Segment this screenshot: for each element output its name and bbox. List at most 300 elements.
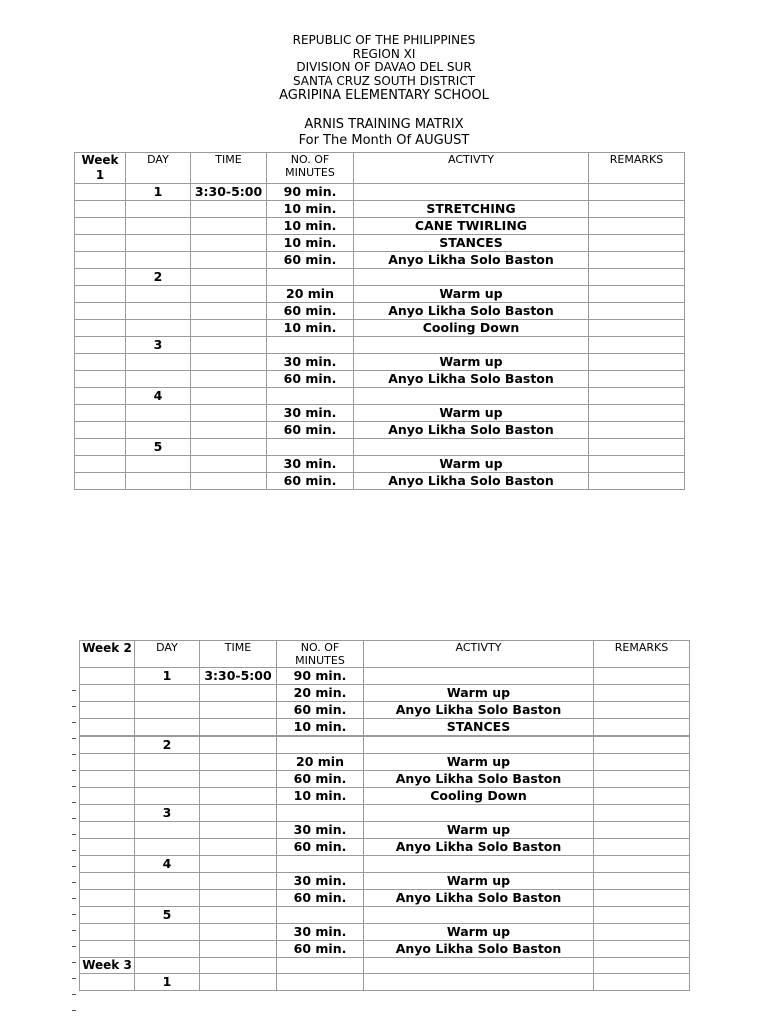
week-cell <box>80 907 135 924</box>
time-cell <box>191 218 267 235</box>
minutes-cell <box>267 388 354 405</box>
week-cell <box>75 371 126 388</box>
minutes-cell: 10 min. <box>267 320 354 337</box>
minutes-cell: 60 min. <box>277 771 364 788</box>
table-row <box>75 439 685 456</box>
remarks-cell <box>594 856 690 873</box>
week-cell <box>75 201 126 218</box>
week-cell <box>80 839 135 856</box>
day-cell <box>126 235 191 252</box>
remarks-cell <box>589 405 685 422</box>
day-cell <box>135 839 200 856</box>
remarks-cell <box>594 924 690 941</box>
header-district: SANTA CRUZ SOUTH DISTRICT <box>292 73 476 88</box>
week-cell <box>80 822 135 839</box>
day-cell <box>135 754 200 771</box>
minutes-cell: 30 min. <box>267 456 354 473</box>
table-row <box>75 303 685 320</box>
activity-cell: Warm up <box>354 354 589 371</box>
minutes-cell: 10 min. <box>277 788 364 805</box>
week-label: Week 1 <box>75 153 126 184</box>
margin-tick <box>72 1010 76 1011</box>
week-cell <box>80 805 135 822</box>
time-cell <box>191 371 267 388</box>
week-cell <box>75 388 126 405</box>
week-cell <box>75 422 126 439</box>
time-cell <box>200 890 277 907</box>
table-header-row <box>80 641 690 668</box>
activity-cell: Warm up <box>364 754 594 771</box>
table-row <box>75 184 685 201</box>
table-row <box>80 702 690 719</box>
day-cell <box>135 941 200 958</box>
remarks-cell <box>594 941 690 958</box>
table-row <box>75 320 685 337</box>
time-cell <box>191 422 267 439</box>
day-cell <box>135 958 200 974</box>
remarks-cell <box>589 337 685 354</box>
time-cell <box>200 924 277 941</box>
remarks-cell <box>594 719 690 736</box>
day-cell: 4 <box>126 388 191 405</box>
day-cell <box>135 822 200 839</box>
margin-tick <box>72 706 76 707</box>
time-cell <box>191 337 267 354</box>
training-matrix-week-1 <box>74 152 685 490</box>
minutes-cell: 10 min. <box>267 235 354 252</box>
activity-cell: Cooling Down <box>364 788 594 805</box>
minutes-cell <box>267 337 354 354</box>
day-cell <box>126 320 191 337</box>
margin-tick-marks <box>72 690 76 1030</box>
activity-cell: Anyo Likha Solo Baston <box>354 422 589 439</box>
time-cell <box>191 456 267 473</box>
table-row <box>75 218 685 235</box>
minutes-cell: 10 min. <box>267 218 354 235</box>
week-cell <box>75 184 126 201</box>
week-cell <box>80 974 135 991</box>
day-cell <box>135 771 200 788</box>
week-cell <box>75 456 126 473</box>
remarks-cell <box>589 252 685 269</box>
activity-cell: Anyo Likha Solo Baston <box>354 371 589 388</box>
margin-tick <box>72 898 76 899</box>
week-cell <box>75 439 126 456</box>
time-cell <box>191 388 267 405</box>
week-cell <box>75 320 126 337</box>
day-cell <box>135 702 200 719</box>
activity-cell <box>354 337 589 354</box>
table-row <box>80 805 690 822</box>
activity-cell: Anyo Likha Solo Baston <box>354 303 589 320</box>
activity-cell: Anyo Likha Solo Baston <box>354 473 589 490</box>
activity-cell: Anyo Likha Solo Baston <box>364 771 594 788</box>
table-row <box>80 974 690 991</box>
remarks-cell <box>594 771 690 788</box>
week-cell <box>80 685 135 702</box>
minutes-cell <box>277 958 364 974</box>
time-cell <box>200 702 277 719</box>
day-cell: 1 <box>135 668 200 685</box>
table-row <box>80 737 690 754</box>
minutes-cell: 30 min. <box>277 924 364 941</box>
day-cell <box>126 354 191 371</box>
margin-tick <box>72 770 76 771</box>
day-cell <box>135 924 200 941</box>
remarks-cell <box>589 473 685 490</box>
activity-cell: Anyo Likha Solo Baston <box>364 839 594 856</box>
table-row <box>75 235 685 252</box>
table-row <box>80 719 690 736</box>
week-cell <box>75 252 126 269</box>
day-cell: 5 <box>135 907 200 924</box>
minutes-cell <box>277 856 364 873</box>
minutes-cell: 30 min. <box>267 405 354 422</box>
day-cell <box>126 218 191 235</box>
time-cell <box>191 320 267 337</box>
table-row <box>75 371 685 388</box>
day-cell: 2 <box>135 737 200 754</box>
time-cell <box>200 822 277 839</box>
time-cell <box>191 354 267 371</box>
minutes-cell: 30 min. <box>267 354 354 371</box>
week-cell <box>75 354 126 371</box>
table-header-row <box>75 153 685 184</box>
table-row <box>75 405 685 422</box>
table-row <box>75 456 685 473</box>
column-header-minutes: NO. OF MINUTES <box>267 153 354 184</box>
activity-cell <box>364 974 594 991</box>
minutes-cell: 60 min. <box>267 371 354 388</box>
remarks-cell <box>589 320 685 337</box>
remarks-cell <box>589 184 685 201</box>
column-header-remarks: REMARKS <box>594 641 690 668</box>
day-cell <box>126 286 191 303</box>
day-cell: 1 <box>135 974 200 991</box>
day-cell: 3 <box>135 805 200 822</box>
document-header <box>0 34 768 149</box>
activity-cell <box>364 856 594 873</box>
time-cell <box>200 907 277 924</box>
table-row <box>80 754 690 771</box>
margin-tick <box>72 930 76 931</box>
week-cell <box>75 269 126 286</box>
minutes-cell <box>277 805 364 822</box>
day-cell: 3 <box>126 337 191 354</box>
margin-tick <box>72 914 76 915</box>
day-cell <box>126 201 191 218</box>
training-matrix-week-2 <box>79 640 690 991</box>
day-cell <box>135 719 200 736</box>
time-cell <box>200 958 277 974</box>
week-cell <box>80 737 135 754</box>
margin-tick <box>72 866 76 867</box>
remarks-cell <box>589 303 685 320</box>
activity-cell <box>364 805 594 822</box>
week-cell <box>75 286 126 303</box>
table-row <box>80 890 690 907</box>
remarks-cell <box>594 737 690 754</box>
time-cell <box>200 719 277 736</box>
minutes-cell <box>277 974 364 991</box>
day-cell <box>135 685 200 702</box>
document-subtitle: For The Month Of AUGUST <box>298 133 470 149</box>
column-header-activity: ACTIVTY <box>364 641 594 668</box>
activity-cell <box>364 737 594 754</box>
header-country: REPUBLIC OF THE PHILIPPINES <box>292 33 476 47</box>
margin-tick <box>72 754 76 755</box>
activity-cell: Warm up <box>364 924 594 941</box>
activity-cell: Warm up <box>364 685 594 702</box>
minutes-cell <box>267 269 354 286</box>
time-cell <box>191 252 267 269</box>
table-row <box>80 771 690 788</box>
minutes-cell: 60 min. <box>277 702 364 719</box>
remarks-cell <box>589 354 685 371</box>
week-cell <box>80 873 135 890</box>
minutes-cell: 30 min. <box>277 873 364 890</box>
table-row <box>80 907 690 924</box>
activity-cell: Anyo Likha Solo Baston <box>364 941 594 958</box>
table-row <box>80 839 690 856</box>
margin-tick <box>72 802 76 803</box>
minutes-cell: 90 min. <box>267 184 354 201</box>
remarks-cell <box>589 388 685 405</box>
week-label: Week 2 <box>80 641 135 668</box>
table-row <box>75 354 685 371</box>
minutes-cell: 30 min. <box>277 822 364 839</box>
minutes-cell: 20 min <box>267 286 354 303</box>
table-row <box>75 473 685 490</box>
time-cell <box>200 805 277 822</box>
column-header-minutes: NO. OF MINUTES <box>277 641 364 668</box>
table-row <box>80 788 690 805</box>
remarks-cell <box>594 873 690 890</box>
time-cell <box>200 941 277 958</box>
column-header-activity: ACTIVTY <box>354 153 589 184</box>
minutes-cell: 20 min. <box>277 685 364 702</box>
remarks-cell <box>594 822 690 839</box>
margin-tick <box>72 994 76 995</box>
time-cell <box>191 286 267 303</box>
activity-cell <box>354 269 589 286</box>
table-row <box>80 685 690 702</box>
remarks-cell <box>594 958 690 974</box>
remarks-cell <box>594 974 690 991</box>
week-cell <box>75 473 126 490</box>
minutes-cell <box>267 439 354 456</box>
remarks-cell <box>594 668 690 685</box>
column-header-day: DAY <box>135 641 200 668</box>
remarks-cell <box>589 439 685 456</box>
time-cell <box>200 737 277 754</box>
remarks-cell <box>589 235 685 252</box>
table-row <box>80 873 690 890</box>
activity-cell <box>364 668 594 685</box>
column-header-remarks: REMARKS <box>589 153 685 184</box>
day-cell <box>135 788 200 805</box>
remarks-cell <box>594 685 690 702</box>
table-row <box>80 856 690 873</box>
time-cell <box>191 473 267 490</box>
week-cell <box>80 754 135 771</box>
remarks-cell <box>589 371 685 388</box>
time-cell <box>200 754 277 771</box>
week-cell <box>80 788 135 805</box>
minutes-cell: 60 min. <box>277 839 364 856</box>
table-row <box>80 822 690 839</box>
margin-tick <box>72 722 76 723</box>
activity-cell: STRETCHING <box>354 201 589 218</box>
day-cell <box>126 456 191 473</box>
table-row <box>80 958 690 974</box>
time-cell <box>200 873 277 890</box>
activity-cell: Warm up <box>354 405 589 422</box>
week-cell <box>75 303 126 320</box>
activity-cell: Warm up <box>364 873 594 890</box>
activity-cell: STANCES <box>364 719 594 736</box>
time-cell <box>191 201 267 218</box>
margin-tick <box>72 850 76 851</box>
activity-cell <box>354 439 589 456</box>
day-cell: 2 <box>126 269 191 286</box>
table-row <box>80 668 690 685</box>
day-cell <box>126 473 191 490</box>
day-cell: 4 <box>135 856 200 873</box>
remarks-cell <box>594 907 690 924</box>
activity-cell: Cooling Down <box>354 320 589 337</box>
week-cell <box>75 218 126 235</box>
time-cell <box>200 839 277 856</box>
activity-cell: Warm up <box>354 456 589 473</box>
week-cell <box>75 235 126 252</box>
day-cell: 5 <box>126 439 191 456</box>
activity-cell <box>354 388 589 405</box>
table-row <box>75 337 685 354</box>
remarks-cell <box>594 805 690 822</box>
time-cell <box>200 974 277 991</box>
day-cell <box>126 252 191 269</box>
time-cell <box>191 269 267 286</box>
activity-cell <box>364 958 594 974</box>
time-cell <box>191 439 267 456</box>
week-cell <box>80 924 135 941</box>
margin-tick <box>72 962 76 963</box>
table-row <box>75 422 685 439</box>
activity-cell <box>354 184 589 201</box>
minutes-cell: 60 min. <box>277 941 364 958</box>
week-cell: Week 3 <box>80 958 135 974</box>
day-cell <box>126 371 191 388</box>
time-cell <box>200 788 277 805</box>
day-cell <box>135 890 200 907</box>
minutes-cell: 60 min. <box>267 252 354 269</box>
remarks-cell <box>594 839 690 856</box>
minutes-cell: 10 min. <box>277 719 364 736</box>
activity-cell: Anyo Likha Solo Baston <box>364 702 594 719</box>
document-title: ARNIS TRAINING MATRIX <box>304 117 464 133</box>
time-cell: 3:30-5:00 <box>200 668 277 685</box>
table-row <box>75 286 685 303</box>
remarks-cell <box>594 754 690 771</box>
day-cell <box>126 422 191 439</box>
column-header-time: TIME <box>191 153 267 184</box>
remarks-cell <box>594 702 690 719</box>
time-cell <box>200 685 277 702</box>
minutes-cell <box>277 737 364 754</box>
school-name: AGRIPINA ELEMENTARY SCHOOL <box>279 88 489 104</box>
week-cell <box>80 890 135 907</box>
minutes-cell: 20 min <box>277 754 364 771</box>
table-row <box>75 252 685 269</box>
week-cell <box>80 771 135 788</box>
remarks-cell <box>589 422 685 439</box>
activity-cell: Warm up <box>354 286 589 303</box>
minutes-cell: 90 min. <box>277 668 364 685</box>
minutes-cell: 60 min. <box>267 422 354 439</box>
column-header-time: TIME <box>200 641 277 668</box>
margin-tick <box>72 834 76 835</box>
remarks-cell <box>594 788 690 805</box>
week-cell <box>80 702 135 719</box>
activity-cell: CANE TWIRLING <box>354 218 589 235</box>
margin-tick <box>72 818 76 819</box>
table-row <box>80 941 690 958</box>
table-row <box>75 269 685 286</box>
margin-tick <box>72 690 76 691</box>
remarks-cell <box>589 269 685 286</box>
margin-tick <box>72 978 76 979</box>
week-cell <box>75 405 126 422</box>
margin-tick <box>72 946 76 947</box>
activity-cell: Warm up <box>364 822 594 839</box>
margin-tick <box>72 882 76 883</box>
time-cell <box>191 235 267 252</box>
minutes-cell: 60 min. <box>267 473 354 490</box>
day-cell <box>135 873 200 890</box>
remarks-cell <box>589 456 685 473</box>
minutes-cell: 10 min. <box>267 201 354 218</box>
week-cell <box>80 668 135 685</box>
minutes-cell <box>277 907 364 924</box>
time-cell: 3:30-5:00 <box>191 184 267 201</box>
activity-cell: Anyo Likha Solo Baston <box>364 890 594 907</box>
day-cell <box>126 405 191 422</box>
minutes-cell: 60 min. <box>277 890 364 907</box>
activity-cell: STANCES <box>354 235 589 252</box>
minutes-cell: 60 min. <box>267 303 354 320</box>
week-cell <box>80 856 135 873</box>
time-cell <box>200 856 277 873</box>
remarks-cell <box>594 890 690 907</box>
week-cell <box>80 941 135 958</box>
activity-cell: Anyo Likha Solo Baston <box>354 252 589 269</box>
time-cell <box>191 303 267 320</box>
table-row <box>75 388 685 405</box>
week-cell <box>80 719 135 736</box>
time-cell <box>191 405 267 422</box>
margin-tick <box>72 738 76 739</box>
header-division: DIVISION OF DAVAO DEL SUR <box>296 60 472 75</box>
column-header-day: DAY <box>126 153 191 184</box>
week-cell <box>75 337 126 354</box>
activity-cell <box>364 907 594 924</box>
day-cell: 1 <box>126 184 191 201</box>
day-cell <box>126 303 191 320</box>
margin-tick <box>72 786 76 787</box>
remarks-cell <box>589 201 685 218</box>
table-row <box>80 924 690 941</box>
